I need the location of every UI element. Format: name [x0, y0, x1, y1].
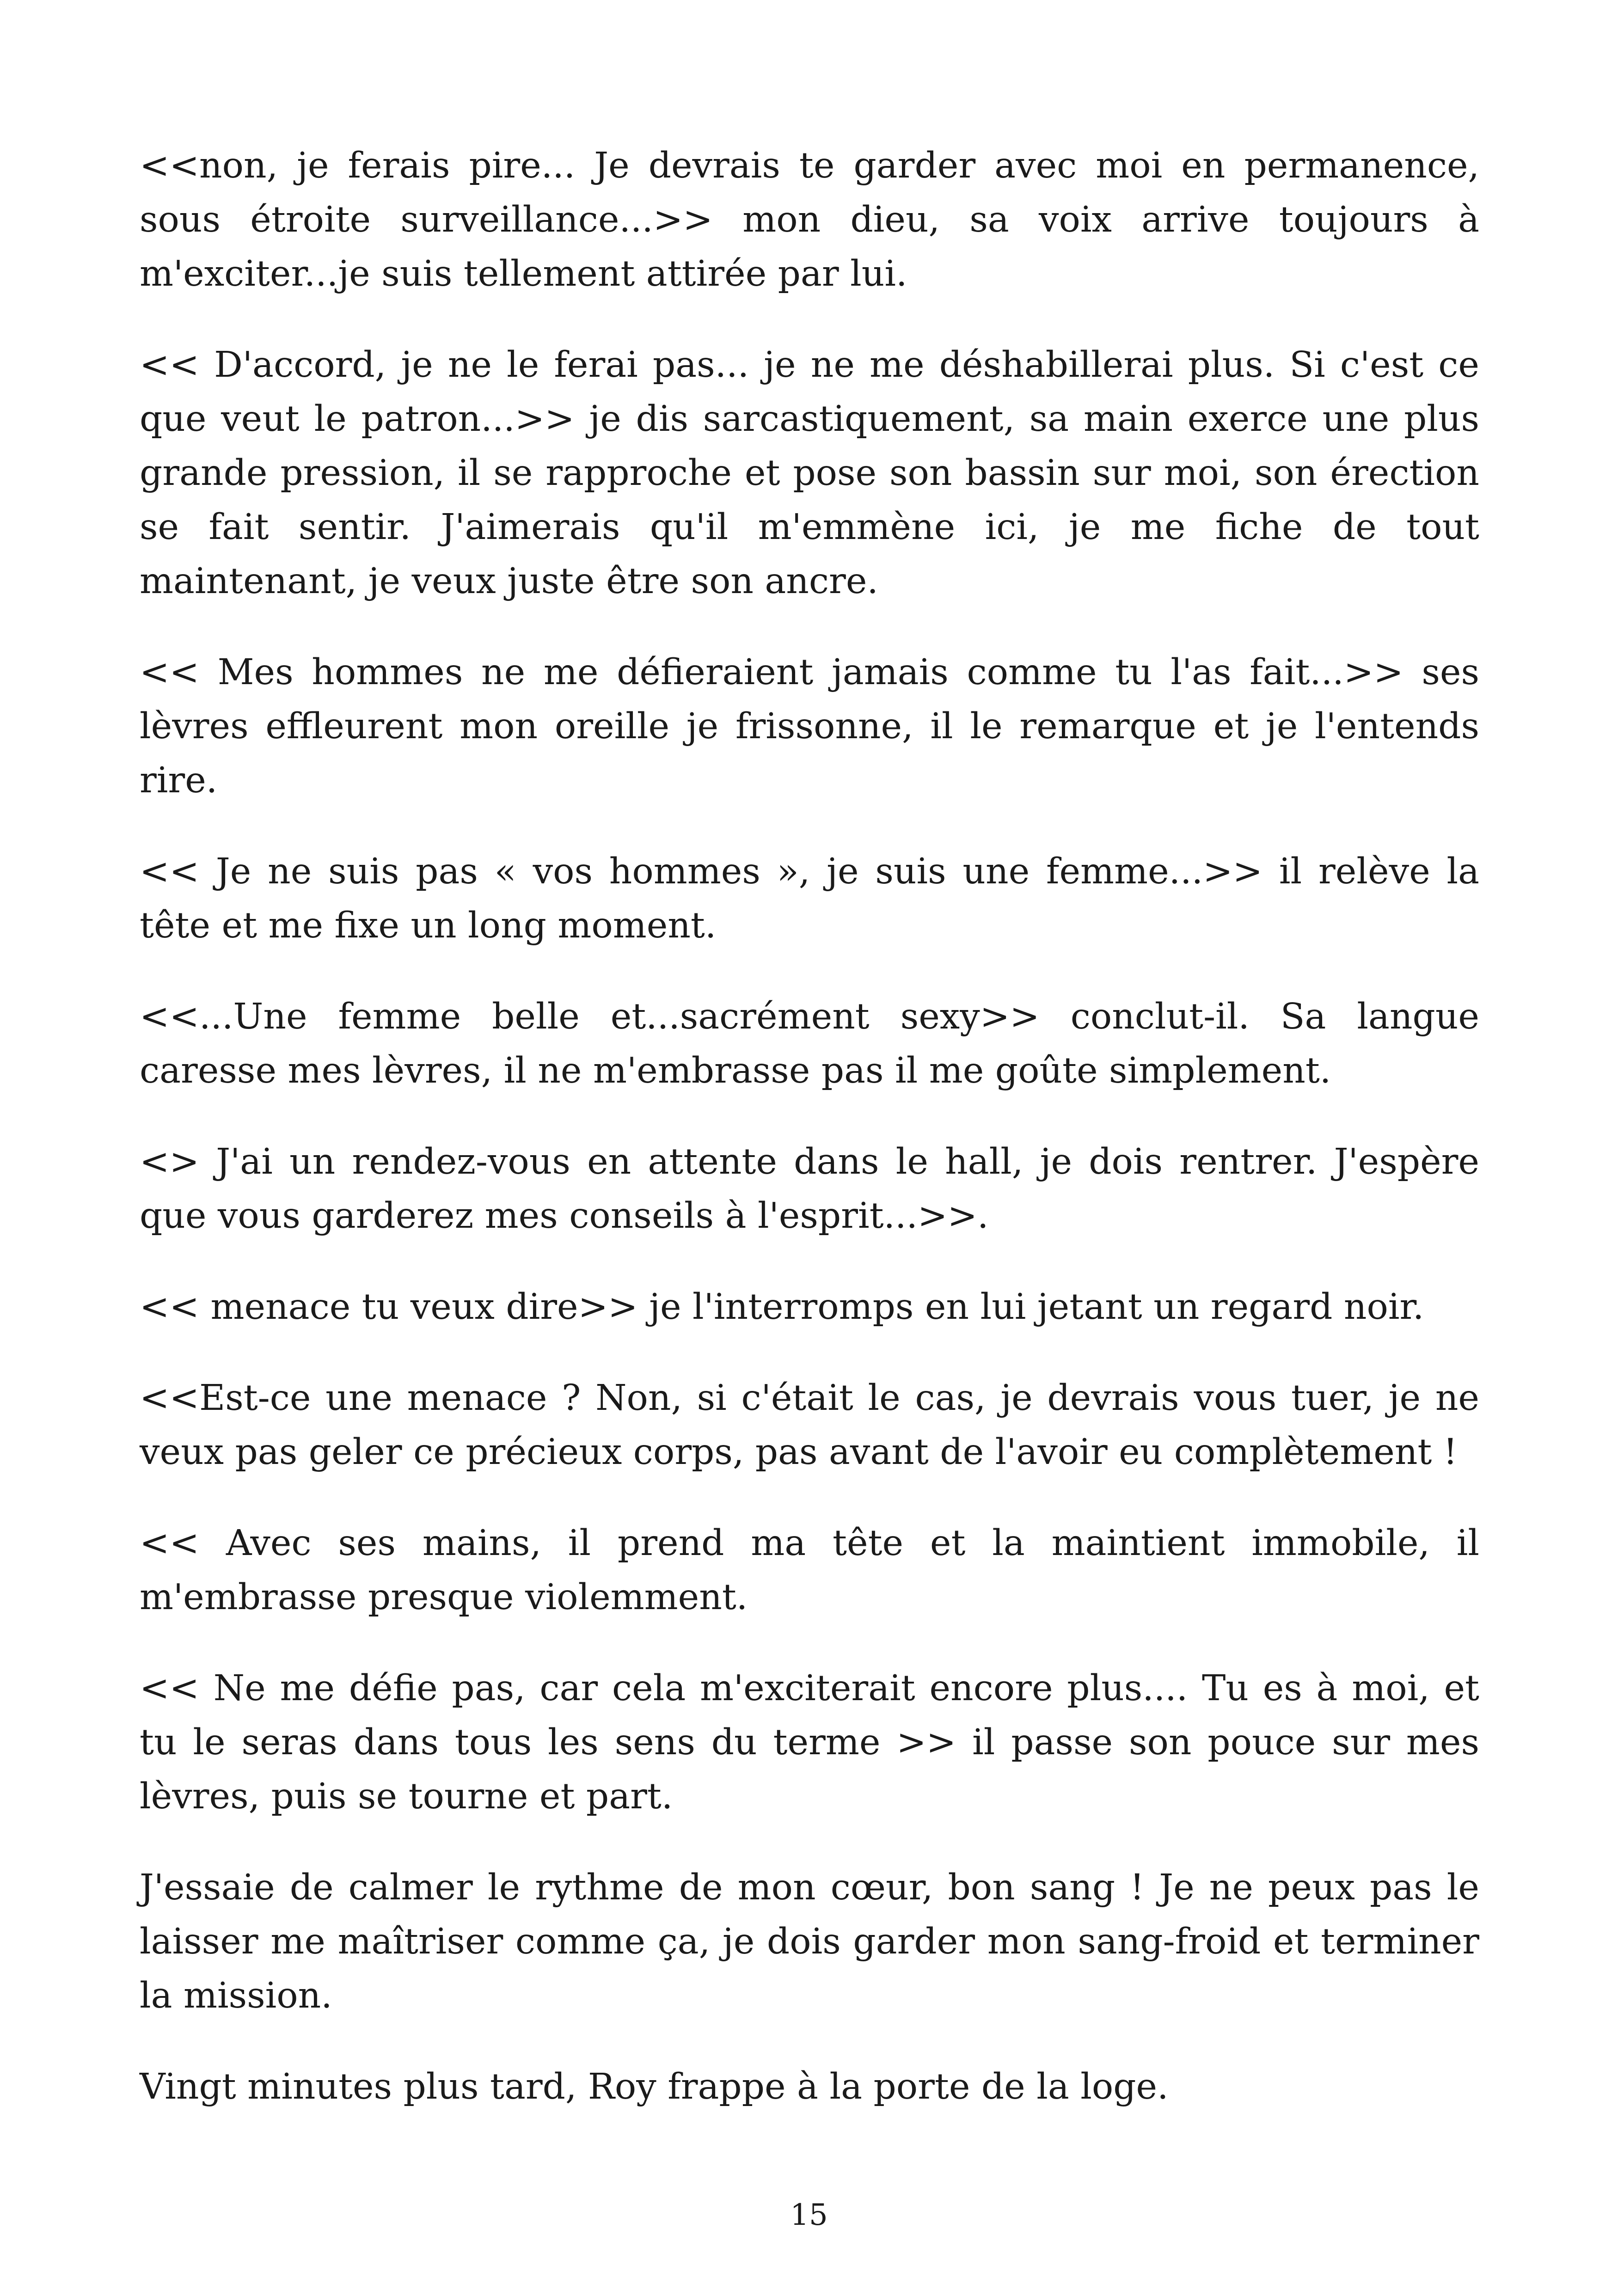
paragraph: <<non, je ferais pire... Je devrais te garder avec moi en permanence, sous étroite surveillance...>> mon dieu, sa voix arrive toujours à m'exciter...je suis tellement attirée par lui.: [140, 145, 1479, 294]
page-number: 15: [790, 2198, 828, 2232]
paragraph: <<...Une femme belle et...sacrément sexy>> conclut-il. Sa langue caresse mes lèvres, il ne m'embrasse pas il me goûte simplement.: [140, 996, 1479, 1091]
paragraph: << Avec ses mains, il prend ma tête et la maintient immobile, il m'embrasse presque violemment.: [140, 1523, 1479, 1618]
paragraph: <> J'ai un rendez-vous en attente dans le hall, je dois rentrer. J'espère que vous garderez mes conseils à l'esprit...>>.: [140, 1141, 1479, 1237]
paragraph: <<Est-ce une menace ? Non, si c'était le cas, je devrais vous tuer, je ne veux pas geler ce précieux corps, pas avant de l'avoir eu complètement !: [140, 1378, 1479, 1473]
paragraph: << menace tu veux dire>> je l'interromps en lui jetant un regard noir.: [140, 1286, 1424, 1328]
paragraph: << Ne me défie pas, car cela m'exciterait encore plus.... Tu es à moi, et tu le seras dans tous les sens du terme >> il passe son pouce sur mes lèvres, puis se tourne et part.: [140, 1668, 1479, 1817]
paragraph: << Mes hommes ne me défieraient jamais comme tu l'as fait...>> ses lèvres effleurent mon oreille je frissonne, il le remarque et je l'entends rire.: [140, 652, 1479, 801]
body-text: [140, 139, 1479, 2151]
paragraph: << Je ne suis pas « vos hommes », je suis une femme...>> il relève la tête et me fixe un long moment.: [140, 851, 1479, 946]
paragraph: << D'accord, je ne le ferai pas... je ne me déshabillerai plus. Si c'est ce que veut le patron...>> je dis sarcastiquement, sa main exerce une plus grande pression, il se rapproche et pose son bassin sur moi, son érection se fait sentir. J'aimerais qu'il m'emmène ici, je me fiche de tout maintenant, je veux juste être son ancre.: [140, 344, 1479, 602]
paragraph: Vingt minutes plus tard, Roy frappe à la porte de la loge.: [140, 2066, 1169, 2107]
paragraph: J'essaie de calmer le rythme de mon cœur, bon sang ! Je ne peux pas le laisser me maîtriser comme ça, je dois garder mon sang-froid et terminer la mission.: [140, 1867, 1479, 2016]
